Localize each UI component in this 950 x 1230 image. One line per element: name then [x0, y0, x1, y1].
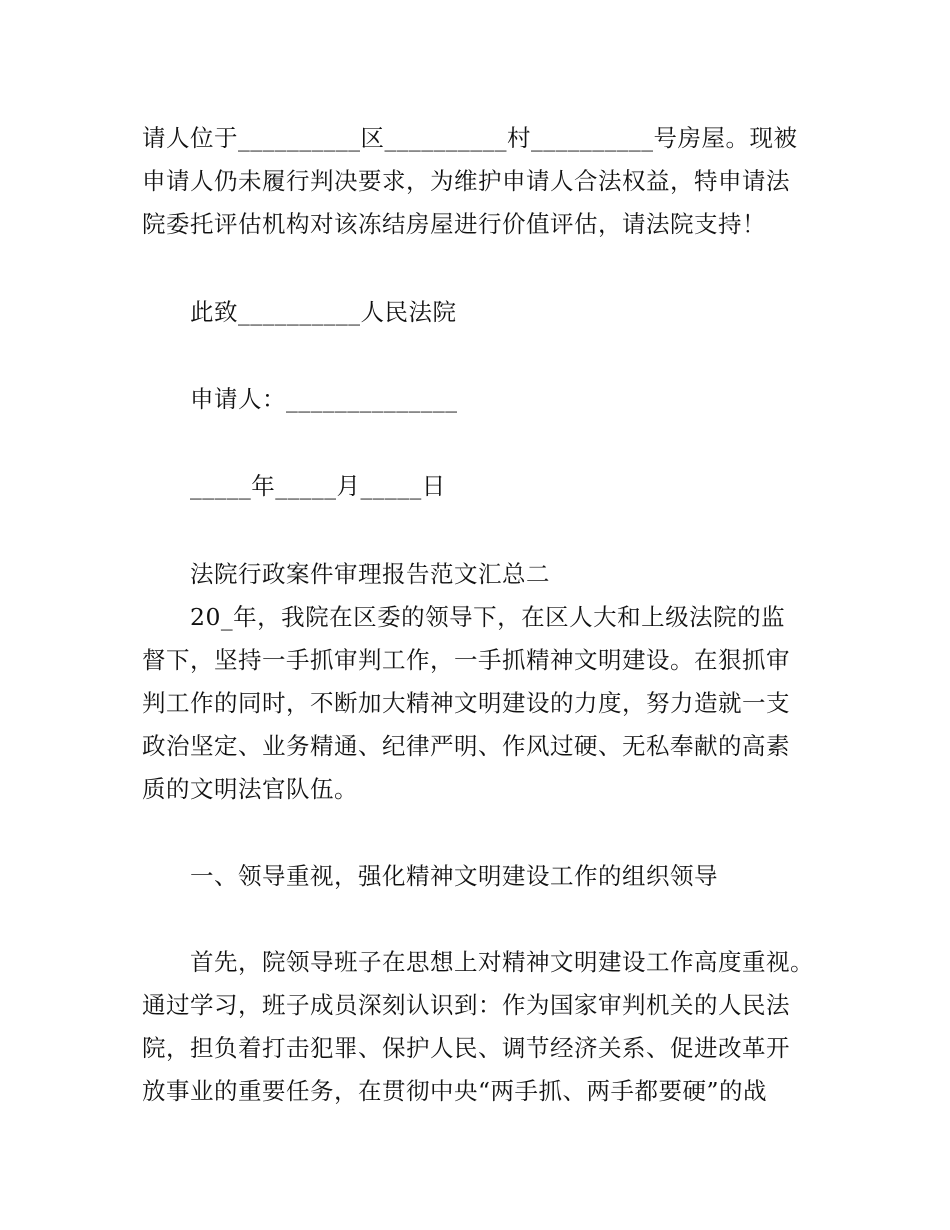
- para3-line-2: 通过学习，班子成员深刻认识到：作为国家审判机关的人民法: [142, 991, 790, 1019]
- para1-line-2: 申请人仍未履行判决要求，为维护申请人合法权益，特申请法: [142, 167, 790, 195]
- para1-line-1: 请人位于__________区__________村__________号房屋。现被: [142, 124, 798, 152]
- para3-line-4: 放事业的重要任务，在贯彻中央“两手抓、两手都要硬”的战: [142, 1077, 768, 1105]
- para2-line-4: 政治坚定、业务精通、纪律严明、作风过硬、无私奉献的高素: [142, 732, 790, 760]
- para2-line-2: 督下，坚持一手抓审判工作，一手抓精神文明建设。在狠抓审: [142, 646, 790, 674]
- para2-line-1: 20_年，我院在区委的领导下，在区人大和上级法院的监: [190, 603, 786, 631]
- para3-line-1: 首先，院领导班子在思想上对精神文明建设工作高度重视。: [190, 948, 814, 976]
- section-title: 法院行政案件审理报告范文汇总二: [190, 560, 550, 588]
- para2-line-5: 质的文明法官队伍。: [142, 775, 358, 803]
- para1-line-3: 院委托评估机构对该冻结房屋进行价值评估，请法院支持！: [142, 210, 766, 238]
- para2-line-3: 判工作的同时，不断加大精神文明建设的力度，努力造就一支: [142, 689, 790, 717]
- salutation: 此致__________人民法院: [190, 298, 457, 326]
- date-line: _____年_____月_____日: [190, 472, 446, 500]
- para3-line-3: 院，担负着打击犯罪、保护人民、调节经济关系、促进改革开: [142, 1034, 790, 1062]
- heading-1: 一、领导重视，强化精神文明建设工作的组织领导: [190, 862, 718, 890]
- applicant-signature: 申请人：______________: [190, 385, 458, 413]
